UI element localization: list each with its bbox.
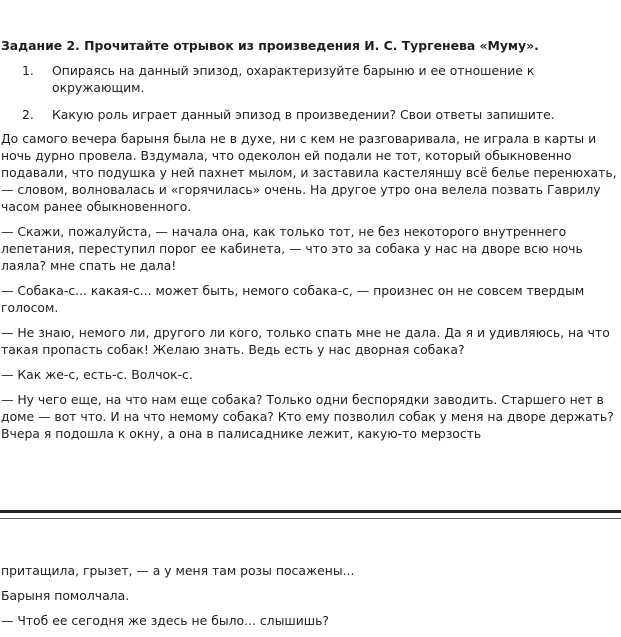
task-text: Какую роль играет данный эпизод в произведении? Свои ответы запишите. — [52, 107, 555, 122]
passage — [1, 130, 620, 450]
passage-paragraph: — Собака-с... какая-с... может быть, немого собака-с, — произнес он не совсем твердым голосом. — [1, 283, 585, 315]
passage-paragraph: Барыня помолчала. — [1, 588, 130, 603]
passage-paragraph: — Ну чего еще, на что нам еще собака? Только одни беспорядки заводить. Старшего нет в доме — вот что. И на что немому собака? Кто ему позволил собак у меня на дворе держать? Вчера я подошла к окну, а она в палисаднике лежит, какую-то мерзость — [1, 392, 614, 441]
assignment-heading: Задание 2. Прочитайте отрывок из произведения И. С. Тургенева «Муму». — [1, 38, 539, 53]
passage-continued — [1, 562, 620, 637]
passage-paragraph: притащила, грызет, — а у меня там розы посажены... — [1, 563, 355, 578]
task-text: Опираясь на данный эпизод, охарактеризуйте барыню и ее отношение к окружающим. — [52, 63, 535, 95]
task-item — [0, 106, 600, 123]
page-break-divider-thin — [0, 518, 621, 519]
passage-paragraph: — Не знаю, немого ли, другого ли кого, только спать мне не дала. Да я и удивляюсь, на что такая пропасть собак! Желаю знать. Ведь есть у нас дворная собака? — [1, 325, 610, 357]
passage-paragraph: — Скажи, пожалуйста, — начала она, как только тот, не без некоторого внутреннего лепетания, переступил порог ее кабинета, — что это за собака у нас на дворе всю ночь лаяла? мне спать не дала! — [1, 224, 583, 273]
page-break-divider — [0, 510, 621, 513]
passage-paragraph: До самого вечера барыня была не в духе, ни с кем не разговаривала, не играла в карты и ночь дурно провела. Вздумала, что одеколон ей подали не тот, который обыкновенно подавали, что подушка у ней пахнет мылом, и заставила кастеляншу всё белье перенюхать, — словом, волновалась и «горячилась» очень. На другое утро она велела позвать Гаврилу часом ранее обыкновенного. — [1, 131, 617, 214]
passage-paragraph: — Как же-с, есть-с. Волчок-с. — [1, 367, 193, 382]
task-item — [0, 62, 600, 96]
task-number: 1. — [22, 63, 34, 78]
passage-paragraph: — Чтоб ее сегодня же здесь не было... слышишь? — [1, 613, 329, 628]
task-number: 2. — [22, 107, 34, 122]
task-list — [0, 62, 600, 133]
